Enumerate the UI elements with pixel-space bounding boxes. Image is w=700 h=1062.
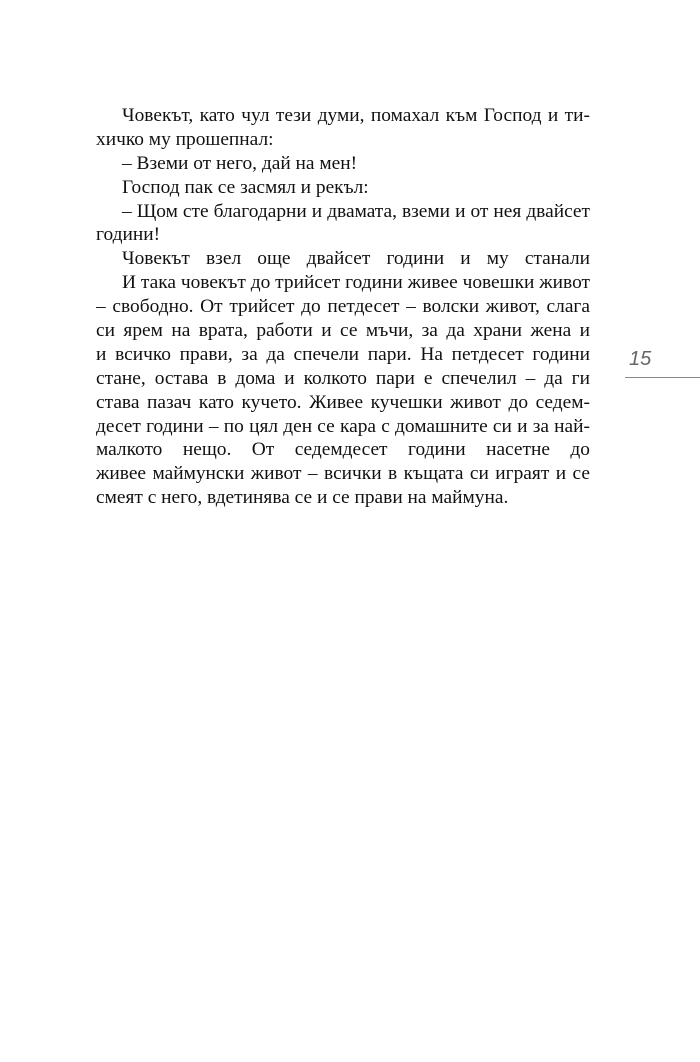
text-line: – свободно. От трийсет до петдесет – волски живот, слага <box>96 296 590 318</box>
text-line: – Вземи от него, дай на мен! <box>122 152 358 174</box>
page-number-rule <box>625 377 700 378</box>
text-line: Човекът, като чул тези думи, помахал към Господ и ти- <box>122 105 590 126</box>
page-number: 15 <box>629 348 652 370</box>
text-line: си ярем на врата, работи и се мъчи, за да храни жена и <box>96 320 590 342</box>
text-line: малкото нещо. От седемдесет години насетне до <box>96 439 590 461</box>
text-line: Човекът взел още двайсет години и му станали <box>122 248 590 270</box>
body-text <box>96 104 590 510</box>
text-line: смеят с него, вдетинява се и се прави на маймуна. <box>96 487 509 509</box>
text-line: десет години – по цял ден се кара с домашните си и за най- <box>96 415 590 437</box>
text-line: живее маймунски живот – всички в къщата си играят и се <box>96 463 590 485</box>
text-line: – Щом сте благодарни и двамата, вземи и от нея двайсет <box>122 200 590 222</box>
text-line: хичко му прошепнал: <box>96 128 274 150</box>
text-line: Господ пак се засмял и рекъл: <box>122 176 369 198</box>
text-line: стане, остава в дома и колкото пари е спечелил – да ги <box>96 367 590 389</box>
text-line: години! <box>96 224 161 246</box>
text-line: става пазач като кучето. Живее кучешки живот до седем- <box>96 391 590 413</box>
text-line: и всичко прави, за да спечели пари. На петдесет години <box>96 343 590 365</box>
text-line: И така човекът до трийсет години живее човешки живот <box>122 272 590 294</box>
